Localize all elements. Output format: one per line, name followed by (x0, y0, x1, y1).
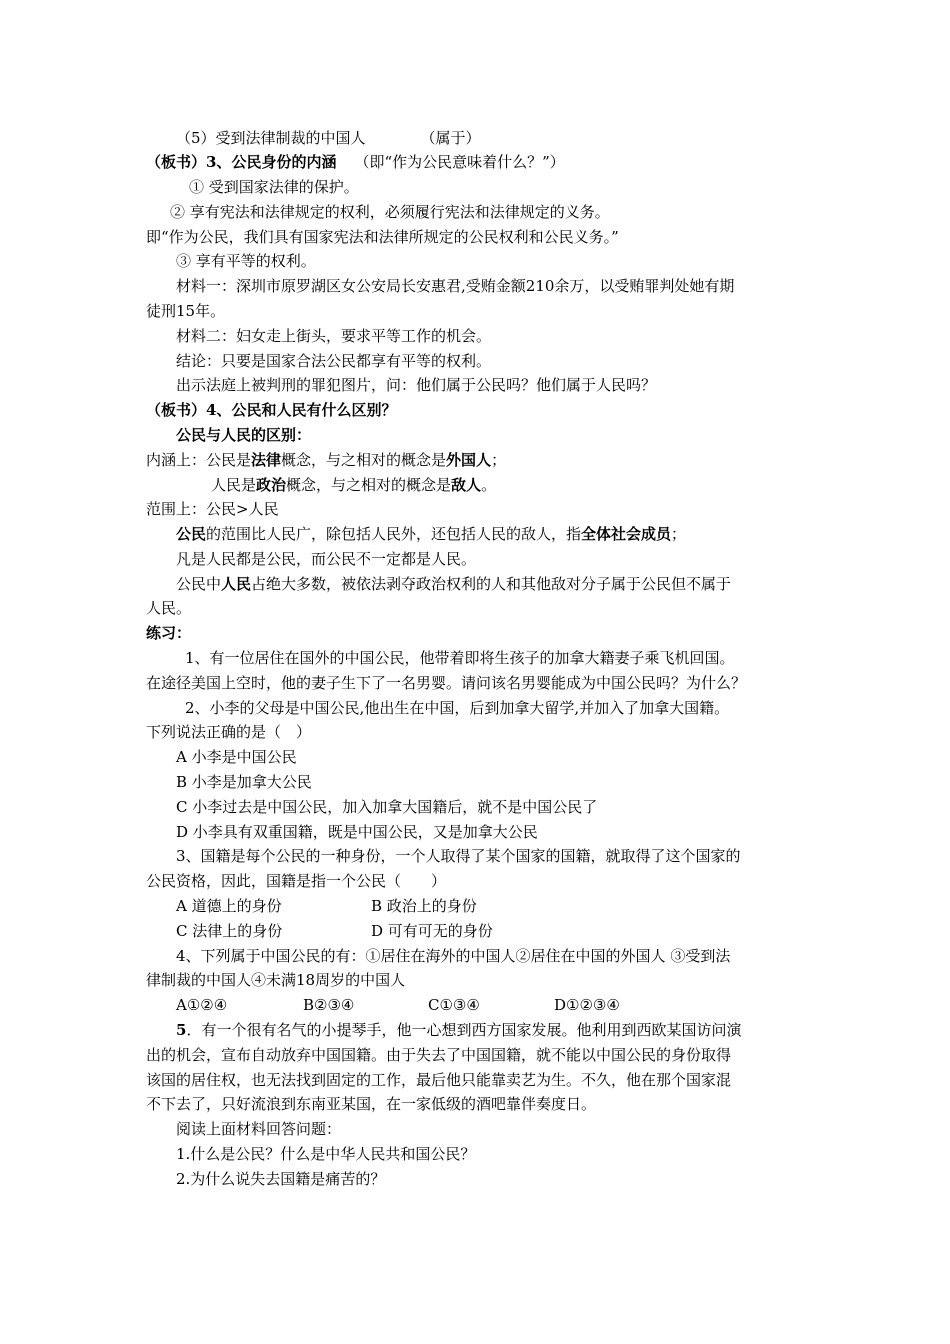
option-c: C 法律上的身份 (176, 922, 283, 940)
text-span: 概念，与之相对的概念是 (286, 476, 452, 494)
text-span: 公民中 (176, 575, 222, 593)
text-line: 该国的居住权，也无法找到固定的工作，最后他只能靠卖艺为生。不久，他在那个国家混 (146, 1071, 732, 1089)
text-line (176, 127, 481, 149)
text-line: 在途径美国上空时，他的妻子生下了一名男婴。请问该名男婴能成为中国公民吗？为什么？ (146, 674, 747, 692)
text-line: 下列说法正确的是（ ） (146, 723, 312, 741)
text-line: 律制裁的中国人④未满18周岁的中国人 (146, 971, 406, 989)
options-row (371, 920, 493, 942)
text-line: 结论：只要是国家合法公民都享有平等的权利。 (176, 352, 492, 370)
question-2: 2、小李的父母是中国公民,他出生在中国，后到加拿大留学,并加入了加拿大国籍。 (185, 699, 730, 717)
option-a: A①②④ (176, 996, 228, 1014)
bold-term: 外国人 (446, 451, 492, 469)
text-line: 即“作为公民，我们具有国家宪法和法律所规定的公民权利和公民义务。” (146, 228, 619, 246)
text-line: 凡是人民都是公民，而公民不一定都是人民。 (176, 550, 477, 568)
option-a: A 小李是中国公民 (176, 748, 297, 766)
bold-term: 政治 (256, 476, 287, 494)
text-line: 人民。 (146, 599, 192, 617)
exercise-heading: 练习： (146, 624, 192, 642)
text-span: 。 (481, 476, 497, 494)
option-d: D 可有可无的身份 (371, 922, 493, 940)
text-span: ； (491, 451, 507, 469)
text-line: 阅读上面材料回答问题： (176, 1120, 342, 1138)
section-heading: 公民与人民的区别： (176, 426, 312, 444)
bold-term: 全体社会成员 (581, 525, 672, 543)
question-1: 1、有一位居住在国外的中国公民，他带着即将生孩子的加拿大籍妻子乘飞机回国。 (185, 649, 735, 667)
text-span: （属于） (420, 129, 481, 147)
text-line: 公民资格，因此，国籍是指一个公民（ ） (146, 872, 447, 890)
board-heading-4: （板书）4、公民和人民有什么区别？ (146, 401, 397, 419)
text-line: 2.为什么说失去国籍是痛苦的？ (176, 1170, 386, 1188)
bold-term: 公民 (176, 525, 207, 543)
options-row (176, 895, 282, 917)
text-span: （5）受到法律制裁的中国人 (176, 129, 366, 147)
question-number: 5 (176, 1021, 187, 1039)
options-row (371, 895, 477, 917)
text-line: 不下去了，只好流浪到东南亚某国，在一家低级的酒吧靠伴奏度日。 (146, 1095, 597, 1113)
text-line: 徒刑15年。 (146, 302, 226, 320)
text-span: 人民是 (211, 476, 257, 494)
question-3: 3、国籍是每个公民的一种身份，一个人取得了某个国家的国籍，就取得了这个国家的 (176, 847, 741, 865)
question-4: 4、下列属于中国公民的有：①居住在海外的中国人②居住在中国的外国人 ③受到法 (176, 947, 731, 965)
text-span: ； (671, 525, 687, 543)
option-b: B 政治上的身份 (371, 897, 477, 915)
board-heading-3 (146, 151, 565, 173)
text-line (176, 523, 686, 545)
text-span: 内涵上：公民是 (146, 451, 252, 469)
text-line: 1.什么是公民？什么是中华人民共和国公民？ (176, 1145, 476, 1163)
option-c: C①③④ (428, 996, 480, 1014)
question-5 (176, 1019, 741, 1041)
option-d: D①②③④ (554, 996, 620, 1014)
bold-term: 人民 (221, 575, 252, 593)
text-line: 出的机会，宣布自动放弃中国国籍。由于失去了中国国籍，就不能以中国公民的身份取得 (146, 1046, 732, 1064)
text-line: 出示法庭上被判刑的罪犯图片，问：他们属于公民吗？他们属于人民吗？ (176, 376, 657, 394)
text-line (146, 449, 506, 471)
text-line: 范围上：公民>人民 (146, 500, 279, 518)
option-a: A 道德上的身份 (176, 897, 282, 915)
text-span: 占绝大多数，被依法剥夺政治权利的人和其他敌对分子属于公民但不属于 (251, 575, 732, 593)
option-c: C 小李过去是中国公民，加入加拿大国籍后，就不是中国公民了 (176, 798, 598, 816)
text-line: 材料二：妇女走上街头，要求平等工作的机会。 (176, 327, 492, 345)
text-line (176, 573, 731, 595)
option-d: D 小李具有双重国籍，既是中国公民，又是加拿大公民 (176, 823, 538, 841)
bold-term: 敌人 (451, 476, 482, 494)
option-b: B 小李是加拿大公民 (176, 773, 312, 791)
text-line: 材料一：深圳市原罗湖区女公安局长安惠君,受贿金额210余万，以受贿罪判处她有期 (176, 277, 735, 295)
text-line: ③ 享有平等的权利。 (176, 252, 316, 270)
text-span: （即“作为公民意味着什么？”） (354, 153, 565, 171)
option-b: B②③④ (303, 996, 355, 1014)
options-row (176, 920, 282, 942)
text-line: ① 受到国家法律的保护。 (189, 178, 359, 196)
bold-term: 法律 (251, 451, 282, 469)
text-span: 的范围比人民广，除包括人民外，还包括人民的敌人，指 (206, 525, 582, 543)
heading-text: （板书）3、公民身份的内涵 (146, 153, 337, 171)
text-span: ．有一个很有名气的小提琴手，他一心想到西方国家发展。他利用到西欧某国访问演 (186, 1021, 742, 1039)
text-span: 概念，与之相对的概念是 (281, 451, 447, 469)
text-line: ② 享有宪法和法律规定的权利，必须履行宪法和法律规定的义务。 (170, 203, 610, 221)
text-line (211, 474, 496, 496)
